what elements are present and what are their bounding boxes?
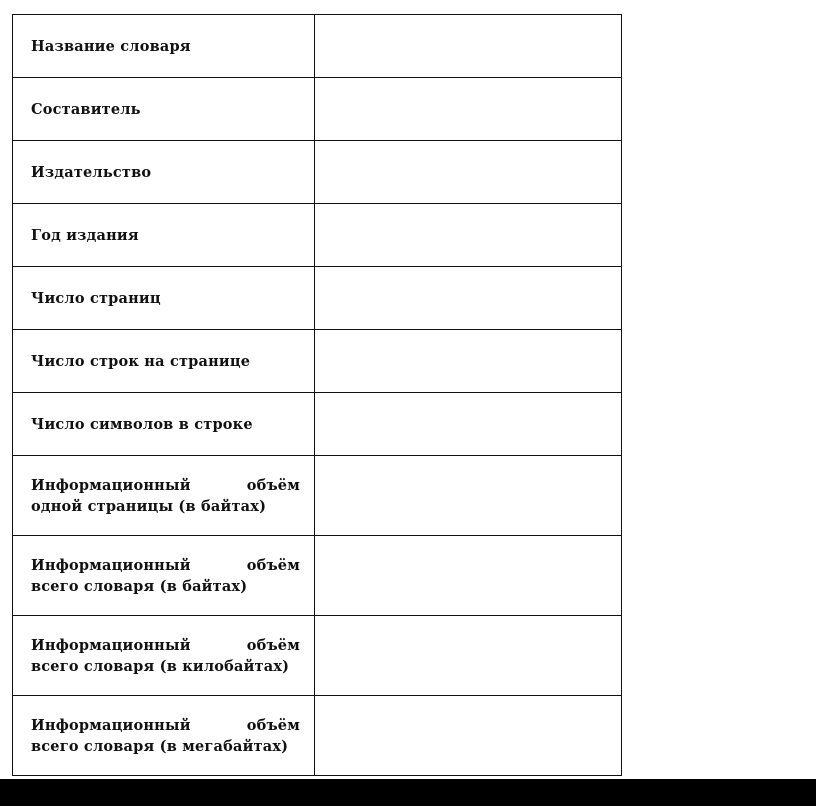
- table-row: [13, 330, 622, 393]
- row-label: Название словаря: [31, 37, 191, 55]
- row-value-cell[interactable]: [315, 78, 622, 141]
- row-label-cell: [13, 141, 315, 204]
- row-label: Издательство: [31, 163, 152, 181]
- row-value-cell[interactable]: [315, 696, 622, 776]
- row-label: Информационный объём всего словаря (в килобайтах): [31, 636, 300, 675]
- table-row: [13, 267, 622, 330]
- row-value-cell[interactable]: [315, 330, 622, 393]
- row-label-cell: [13, 267, 315, 330]
- table-row: [13, 616, 622, 696]
- table-row: [13, 456, 622, 536]
- row-label-cell: [13, 536, 315, 616]
- row-label-cell: [13, 696, 315, 776]
- row-label: Информационный объём всего словаря (в мегабайтах): [31, 716, 300, 755]
- row-label: Информационный объём всего словаря (в байтах): [31, 556, 300, 595]
- table-row: [13, 204, 622, 267]
- table-row: [13, 393, 622, 456]
- row-value-cell[interactable]: [315, 15, 622, 78]
- table-row: [13, 696, 622, 776]
- row-value-cell[interactable]: [315, 536, 622, 616]
- row-value-cell[interactable]: [315, 141, 622, 204]
- row-label-cell: [13, 15, 315, 78]
- row-label: Число страниц: [31, 289, 161, 307]
- dictionary-info-table: [12, 14, 622, 776]
- table-row: [13, 536, 622, 616]
- row-label: Информационный объём одной страницы (в байтах): [31, 476, 300, 515]
- table-row: [13, 141, 622, 204]
- row-label-cell: [13, 456, 315, 536]
- row-label-cell: [13, 204, 315, 267]
- row-value-cell[interactable]: [315, 616, 622, 696]
- table-row: [13, 15, 622, 78]
- row-label-cell: [13, 616, 315, 696]
- row-value-cell[interactable]: [315, 267, 622, 330]
- row-value-cell[interactable]: [315, 393, 622, 456]
- row-value-cell[interactable]: [315, 204, 622, 267]
- table-row: [13, 78, 622, 141]
- row-label: Год издания: [31, 226, 139, 244]
- row-label-cell: [13, 393, 315, 456]
- row-value-cell[interactable]: [315, 456, 622, 536]
- row-label: Число символов в строке: [31, 415, 253, 433]
- row-label: Число строк на странице: [31, 352, 251, 370]
- bottom-black-bar: [0, 779, 816, 806]
- row-label-cell: [13, 78, 315, 141]
- row-label: Составитель: [31, 100, 141, 118]
- row-label-cell: [13, 330, 315, 393]
